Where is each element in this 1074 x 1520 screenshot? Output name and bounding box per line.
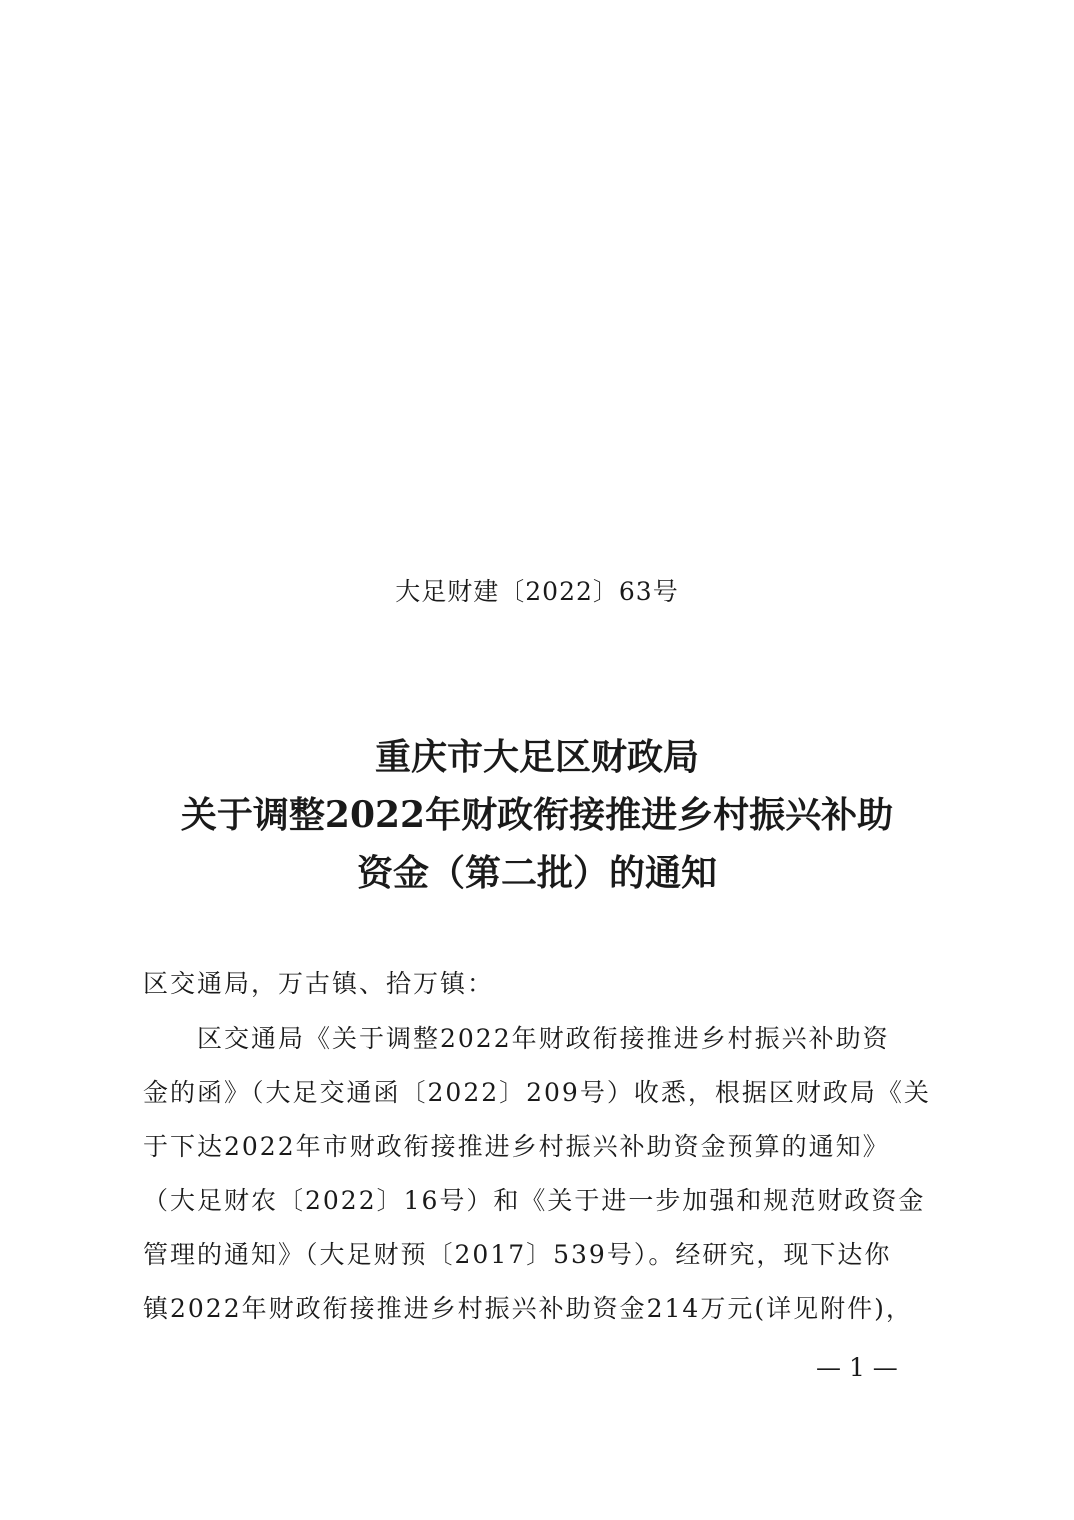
paragraph-line-2: 金的函》（大足交通函〔2022〕209号）收悉，根据区财政局《关 xyxy=(143,1078,931,1107)
paragraph-line-6: 镇2022年财政衔接推进乡村振兴补助资金214万元(详见附件)， xyxy=(143,1294,913,1323)
salutation: 区交通局，万古镇、拾万镇： xyxy=(143,969,495,998)
paragraph-line-4: （大足财农〔2022〕16号）和《关于进一步加强和规范财政资金 xyxy=(143,1186,926,1215)
title-line-2: 关于调整2022年财政衔接推进乡村振兴补助 xyxy=(180,794,894,836)
paragraph-line-3: 于下达2022年市财政衔接推进乡村振兴补助资金预算的通知》 xyxy=(143,1132,890,1161)
page-number: — 1 — xyxy=(816,1353,898,1382)
title-line-3: 资金（第二批）的通知 xyxy=(356,852,717,894)
body-paragraph xyxy=(143,1012,943,1336)
document-number: 大足财建〔2022〕63号 xyxy=(395,577,679,606)
paragraph-line-1: 区交通局《关于调整2022年财政衔接推进乡村振兴补助资 xyxy=(197,1024,890,1053)
document-title xyxy=(0,728,1074,902)
title-line-1: 重庆市大足区财政局 xyxy=(374,736,699,778)
paragraph-line-5: 管理的通知》（大足财预〔2017〕539号）。经研究，现下达你 xyxy=(143,1240,892,1269)
